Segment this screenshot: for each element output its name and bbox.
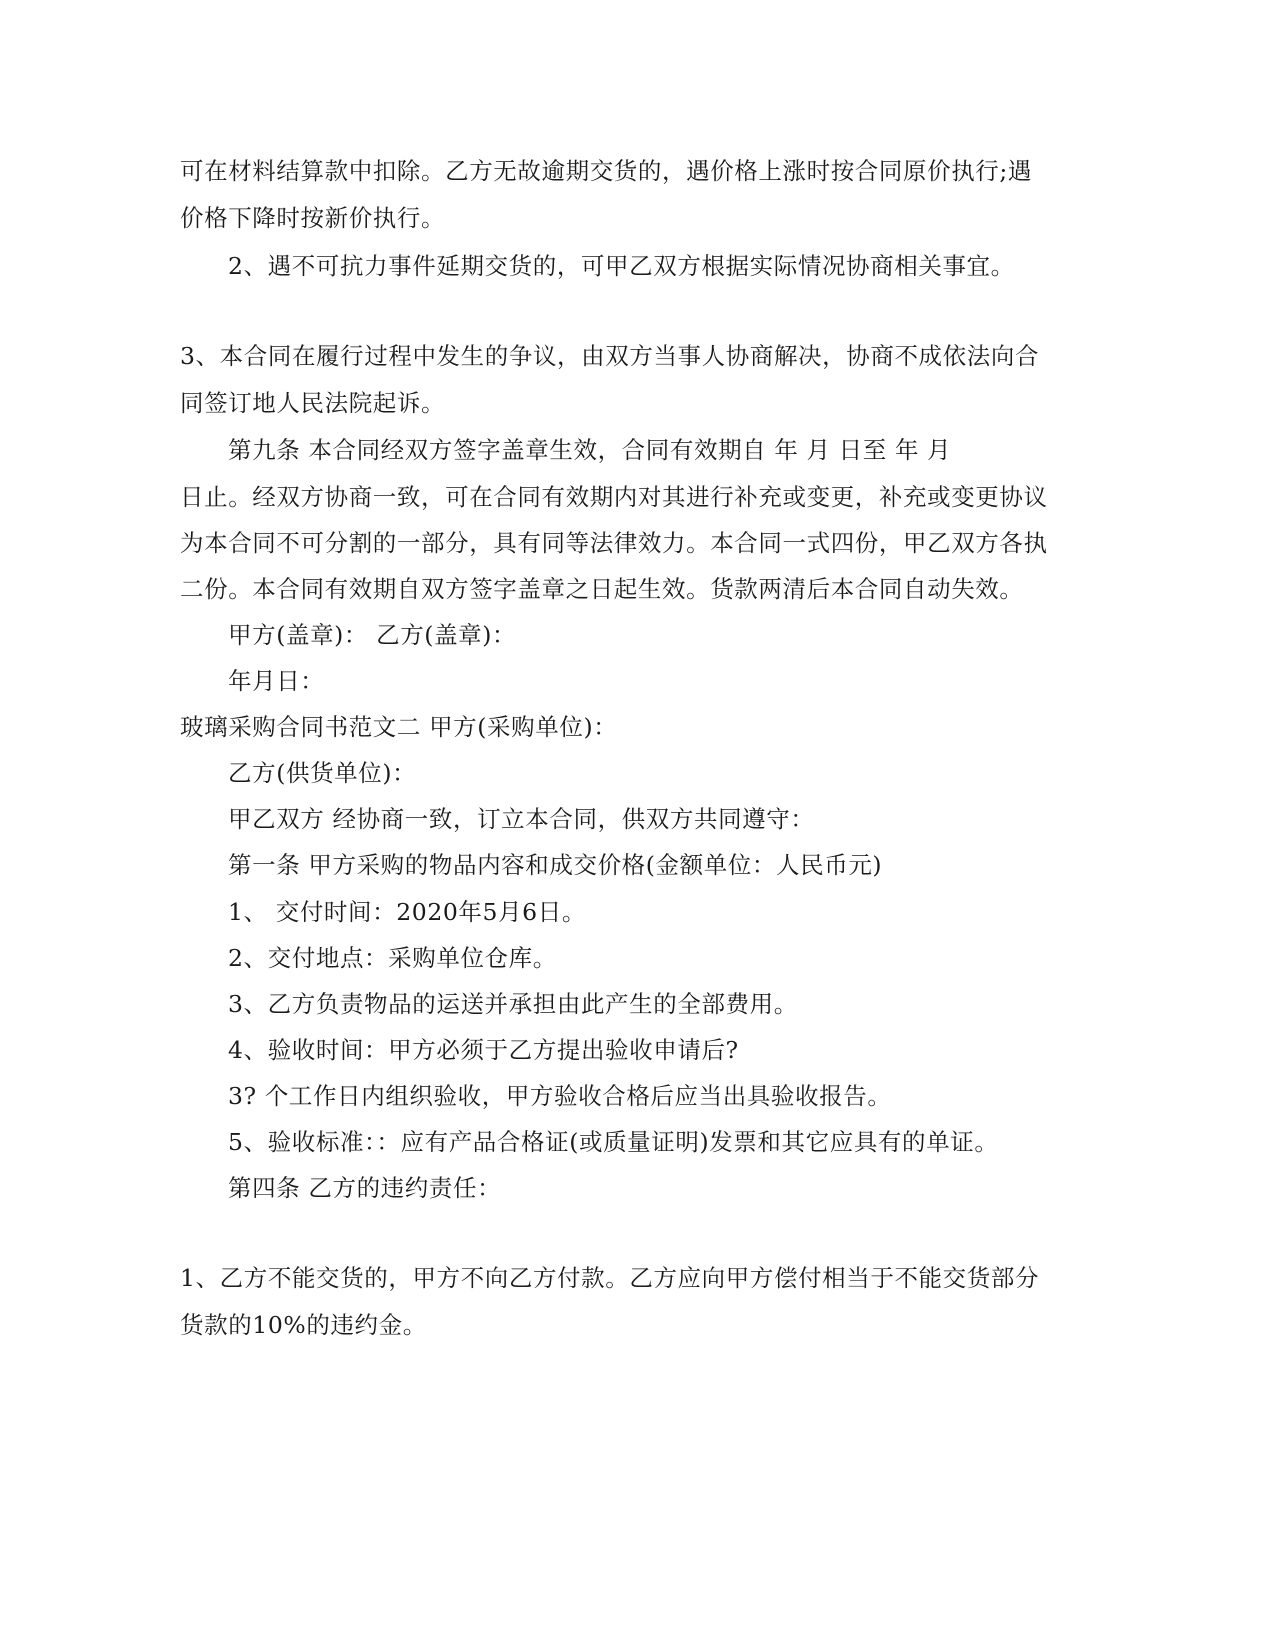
text-line: 3、本合同在履行过程中发生的争议，由双方当事人协商解决，协商不成依法向合 (180, 342, 1040, 370)
text-line: 价格下降时按新价执行。 (180, 204, 446, 232)
text-line: 年月日： (228, 667, 325, 695)
text-line: 为本合同不可分割的一部分，具有同等法律效力。本合同一式四份，甲乙双方各执 (180, 529, 1048, 557)
text-line: 1、 交付时间：2020年5月6日。 (228, 898, 586, 926)
text-line: 第四条 乙方的违约责任： (228, 1174, 502, 1202)
text-line: 4、验收时间：甲方必须于乙方提出验收申请后? (228, 1036, 739, 1064)
section-heading: 玻璃采购合同书范文二 甲方(采购单位)： (180, 713, 618, 741)
text-line: 第九条 本合同经双方签字盖章生效，合同有效期自 年 月 日至 年 月 (228, 436, 952, 464)
text-line: 日止。经双方协商一致，可在合同有效期内对其进行补充或变更，补充或变更协议 (180, 483, 1048, 511)
text-line: 甲方(盖章)： 乙方(盖章)： (228, 621, 517, 649)
text-line: 同签订地人民法院起诉。 (180, 389, 446, 417)
text-line: 3、乙方负责物品的运送并承担由此产生的全部费用。 (228, 990, 798, 1018)
text-line: 可在材料结算款中扣除。乙方无故逾期交货的，遇价格上涨时按合同原价执行;遇 (180, 157, 1033, 185)
text-line: 第一条 甲方采购的物品内容和成交价格(金额单位：人民币元) (228, 851, 883, 879)
text-line: 2、遇不可抗力事件延期交货的，可甲乙双方根据实际情况协商相关事宜。 (228, 252, 1015, 280)
text-line: 3? 个工作日内组织验收，甲方验收合格后应当出具验收报告。 (228, 1082, 892, 1110)
text-line: 货款的10%的违约金。 (180, 1311, 427, 1339)
text-line: 甲乙双方 经协商一致，订立本合同，供双方共同遵守： (228, 805, 815, 833)
text-line: 二份。本合同有效期自双方签字盖章之日起生效。货款两清后本合同自动失效。 (180, 575, 1024, 603)
text-line: 5、验收标准：：应有产品合格证(或质量证明)发票和其它应具有的单证。 (228, 1128, 999, 1156)
text-line: 乙方(供货单位)： (228, 759, 417, 787)
text-line: 2、交付地点：采购单位仓库。 (228, 944, 557, 972)
text-line: 1、乙方不能交货的，甲方不向乙方付款。乙方应向甲方偿付相当于不能交货部分 (180, 1264, 1040, 1292)
